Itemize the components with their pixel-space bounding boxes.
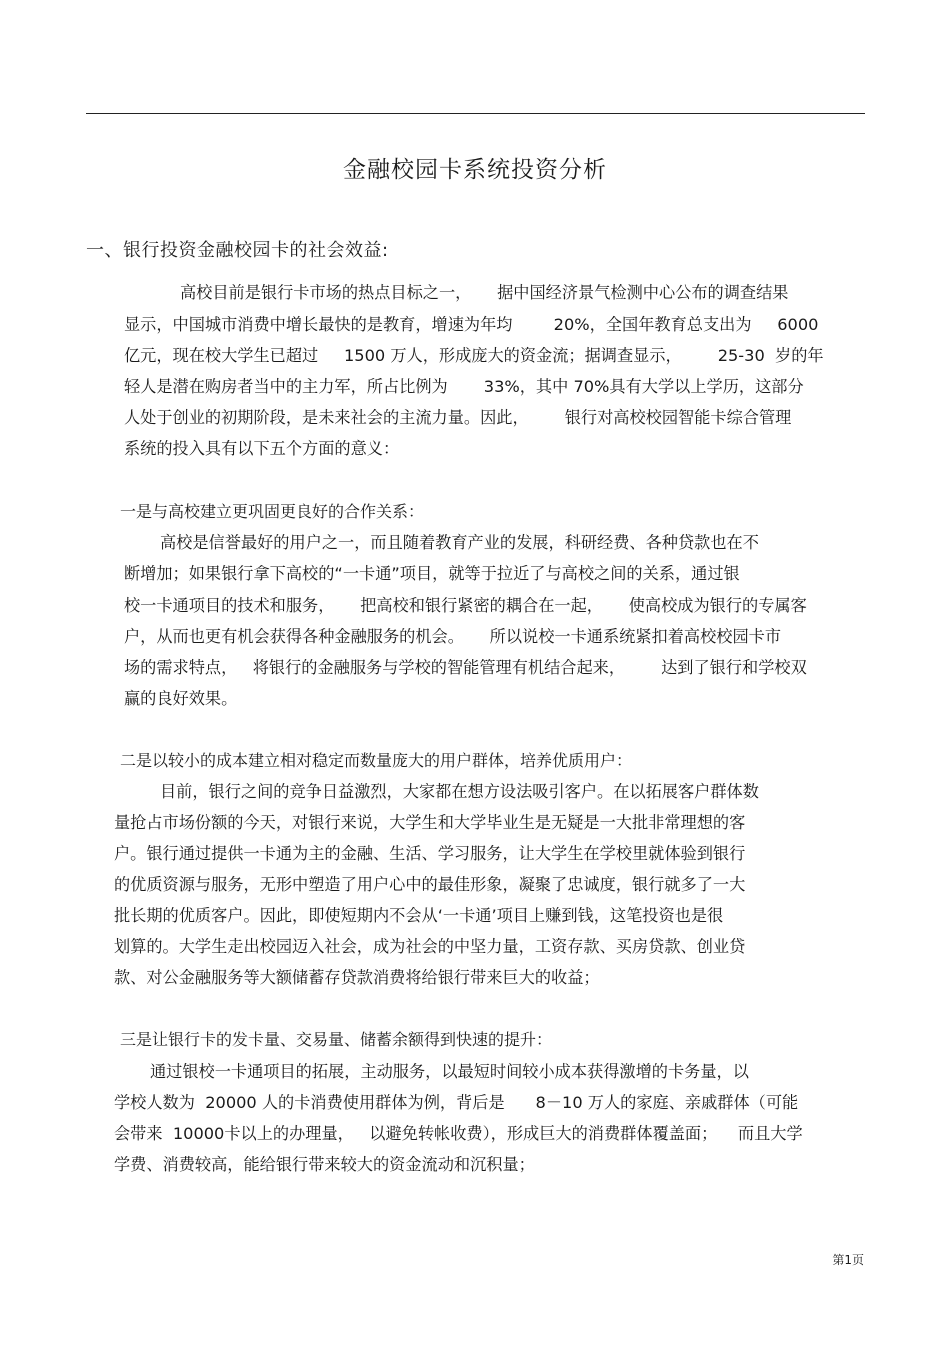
point2-line: 款、对公金融服务等大额储蓄存贷款消费将给银行带来巨大的收益； [114,968,600,987]
point3-line: 学校人数为 20000 人的卡消费使用群体为例，背后是 8－10 万人的家庭、亲戚群体（可能 [114,1093,799,1112]
point3-line: 通过银校一卡通项目的拓展，主动服务，以最短时间较小成本获得激增的卡务量，以 [150,1062,749,1081]
intro-line: 人处于创业的初期阶段，是未来社会的主流力量。因此， 银行对高校校园智能卡综合管理 [124,408,792,427]
point2-line: 量抢占市场份额的今天，对银行来说，大学生和大学毕业生是无疑是一大批非常理想的客 [114,813,746,832]
point2-line: 目前，银行之间的竞争日益激烈，大家都在想方设法吸引客户。在以拓展客户群体数 [160,782,759,801]
point2-line: 划算的。大学生走出校园迈入社会，成为社会的中坚力量，工资存款、买房贷款、创业贷 [114,937,746,956]
section-heading: 一、银行投资金融校园卡的社会效益: [86,240,389,261]
page-number: 第1页 [832,1253,864,1267]
point3-line: 会带来 10000卡以上的办理量， 以避免转帐收费），形成巨大的消费群体覆盖面； 而且大学 [114,1124,803,1143]
point1-heading: 一是与高校建立更巩固更良好的合作关系： [120,502,425,521]
intro-line: 轻人是潜在购房者当中的主力军，所占比例为 33%，其中 70%具有大学以上学历，这部分 [124,377,804,396]
point1-line: 断增加；如果银行拿下高校的“一卡通”项目，就等于拉近了与高校之间的关系，通过银 [124,564,740,583]
intro-line: 显示，中国城市消费中增长最快的是教育，增速为年均 20%，全国年教育总支出为 6000 [124,315,819,334]
point1-line: 户，从而也更有机会获得各种金融服务的机会。 所以说校一卡通系统紧扣着高校校园卡市 [124,627,782,646]
page-title: 金融校园卡系统投资分析 [343,157,607,183]
point1-line: 场的需求特点， 将银行的金融服务与学校的智能管理有机结合起来， 达到了银行和学校双 [124,658,807,677]
point1-line: 赢的良好效果。 [124,689,238,708]
intro-line: 亿元，现在校大学生已超过 1500 万人，形成庞大的资金流；据调查显示， 25-30 岁的年 [124,346,824,365]
intro-line: 系统的投入具有以下五个方面的意义： [124,439,400,458]
point2-line: 户。银行通过提供一卡通为主的金融、生活、学习服务，让大学生在学校里就体验到银行 [114,844,746,863]
point3-line: 学费、消费较高，能给银行带来较大的资金流动和沉积量； [114,1155,535,1174]
point3-heading: 三是让银行卡的发卡量、交易量、储蓄余额得到快速的提升： [120,1030,553,1049]
point2-line: 批长期的优质客户。因此，即使短期内不会从‘一卡通’项目上赚到钱，这笔投资也是很 [114,906,724,925]
intro-line: 高校目前是银行卡市场的热点目标之一， 据中国经济景气检测中心公布的调查结果 [180,283,789,302]
point2-heading: 二是以较小的成本建立相对稳定而数量庞大的用户群体，培养优质用户： [120,751,633,770]
top-rule [86,113,865,114]
point2-line: 的优质资源与服务，无形中塑造了用户心中的最佳形象，凝聚了忠诚度，银行就多了一大 [114,875,746,894]
point1-line: 校一卡通项目的技术和服务， 把高校和银行紧密的耦合在一起， 使高校成为银行的专属客 [124,596,807,615]
point1-line: 高校是信誉最好的用户之一，而且随着教育产业的发展，科研经费、各种贷款也在不 [160,533,759,552]
